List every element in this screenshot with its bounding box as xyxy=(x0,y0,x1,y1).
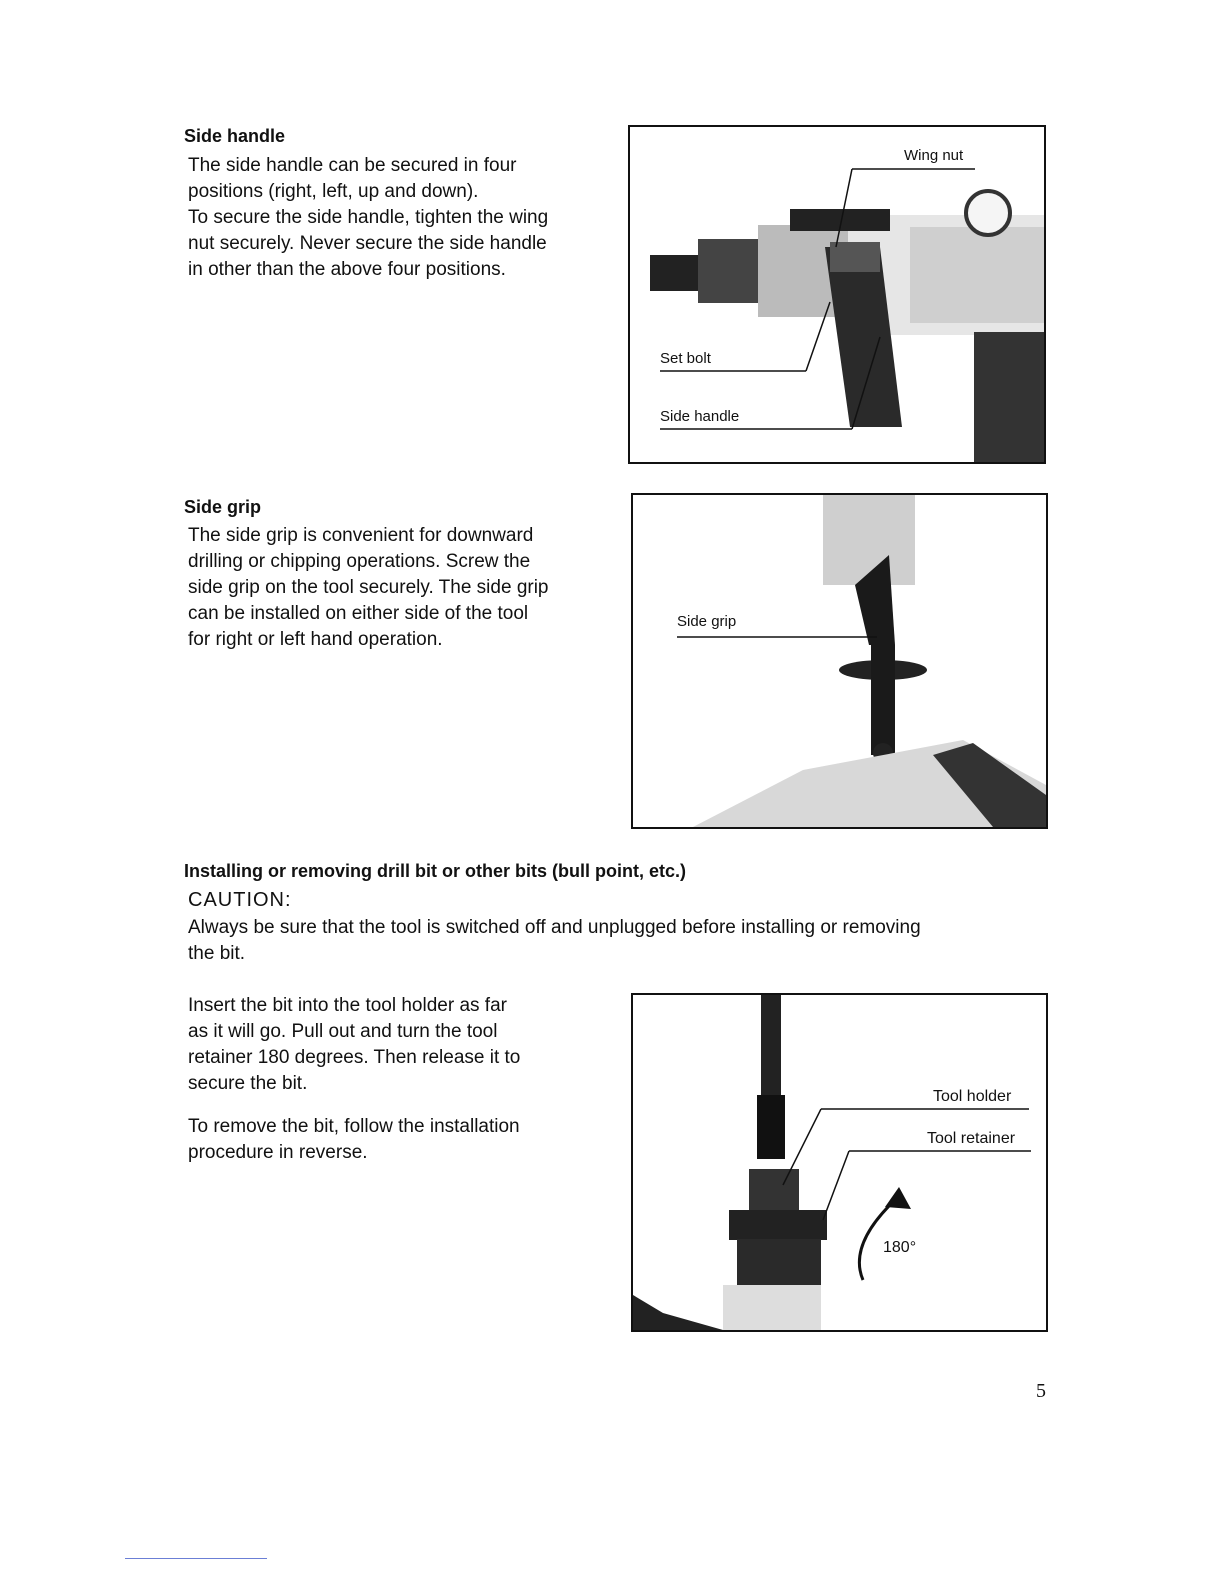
tool-holder-label: Tool holder xyxy=(933,1088,1012,1105)
tool-holder-figure xyxy=(631,993,1048,1332)
text-line: nut securely. Never secure the side handle xyxy=(188,233,547,254)
side-grip-text xyxy=(188,523,602,653)
text-line: side grip on the tool securely. The side grip xyxy=(188,577,549,598)
side-handle-figure xyxy=(628,125,1046,464)
text-line: The side grip is convenient for downward xyxy=(188,525,534,546)
caution-label: CAUTION: xyxy=(188,889,292,911)
text-line: secure the bit. xyxy=(188,1073,308,1094)
text-line: Insert the bit into the tool holder as far xyxy=(188,995,507,1016)
side-grip-heading: Side grip xyxy=(184,497,262,517)
page-number: 5 xyxy=(1036,1380,1046,1402)
set-bolt-label: Set bolt xyxy=(660,350,711,367)
text-line: as it will go. Pull out and turn the tool xyxy=(188,1021,498,1042)
side-grip-figure xyxy=(631,493,1048,829)
text-line: can be installed on either side of the tool xyxy=(188,603,529,624)
text-line: the bit. xyxy=(188,943,246,964)
wing-nut-label: Wing nut xyxy=(904,147,964,164)
side-handle-text xyxy=(188,153,602,283)
text-line: To secure the side handle, tighten the wing xyxy=(188,207,549,228)
text-line: Always be sure that the tool is switched off and unplugged before installing or removing xyxy=(188,917,921,938)
side-grip-illustration xyxy=(633,495,1046,827)
angle-label: 180° xyxy=(883,1239,917,1256)
caution-text xyxy=(188,915,1050,967)
text-line: The side handle can be secured in four xyxy=(188,155,517,176)
text-line: positions (right, left, up and down). xyxy=(188,181,479,202)
text-line: To remove the bit, follow the installation xyxy=(188,1116,520,1137)
text-line: procedure in reverse. xyxy=(188,1142,368,1163)
footer-rule xyxy=(125,1558,267,1559)
insert-bit-text xyxy=(188,993,604,1097)
text-line: in other than the above four positions. xyxy=(188,259,506,280)
text-line: retainer 180 degrees. Then release it to xyxy=(188,1047,521,1068)
side-grip-label: Side grip xyxy=(677,613,737,630)
remove-bit-text xyxy=(188,1114,604,1166)
text-line: drilling or chipping operations. Screw the xyxy=(188,551,531,572)
tool-retainer-label: Tool retainer xyxy=(927,1130,1016,1147)
tool-holder-illustration xyxy=(633,995,1046,1330)
bits-heading: Installing or removing drill bit or other bits (bull point, etc.) xyxy=(184,861,687,881)
side-handle-label: Side handle xyxy=(660,408,740,425)
side-handle-heading: Side handle xyxy=(184,126,286,146)
text-line: for right or left hand operation. xyxy=(188,629,443,650)
